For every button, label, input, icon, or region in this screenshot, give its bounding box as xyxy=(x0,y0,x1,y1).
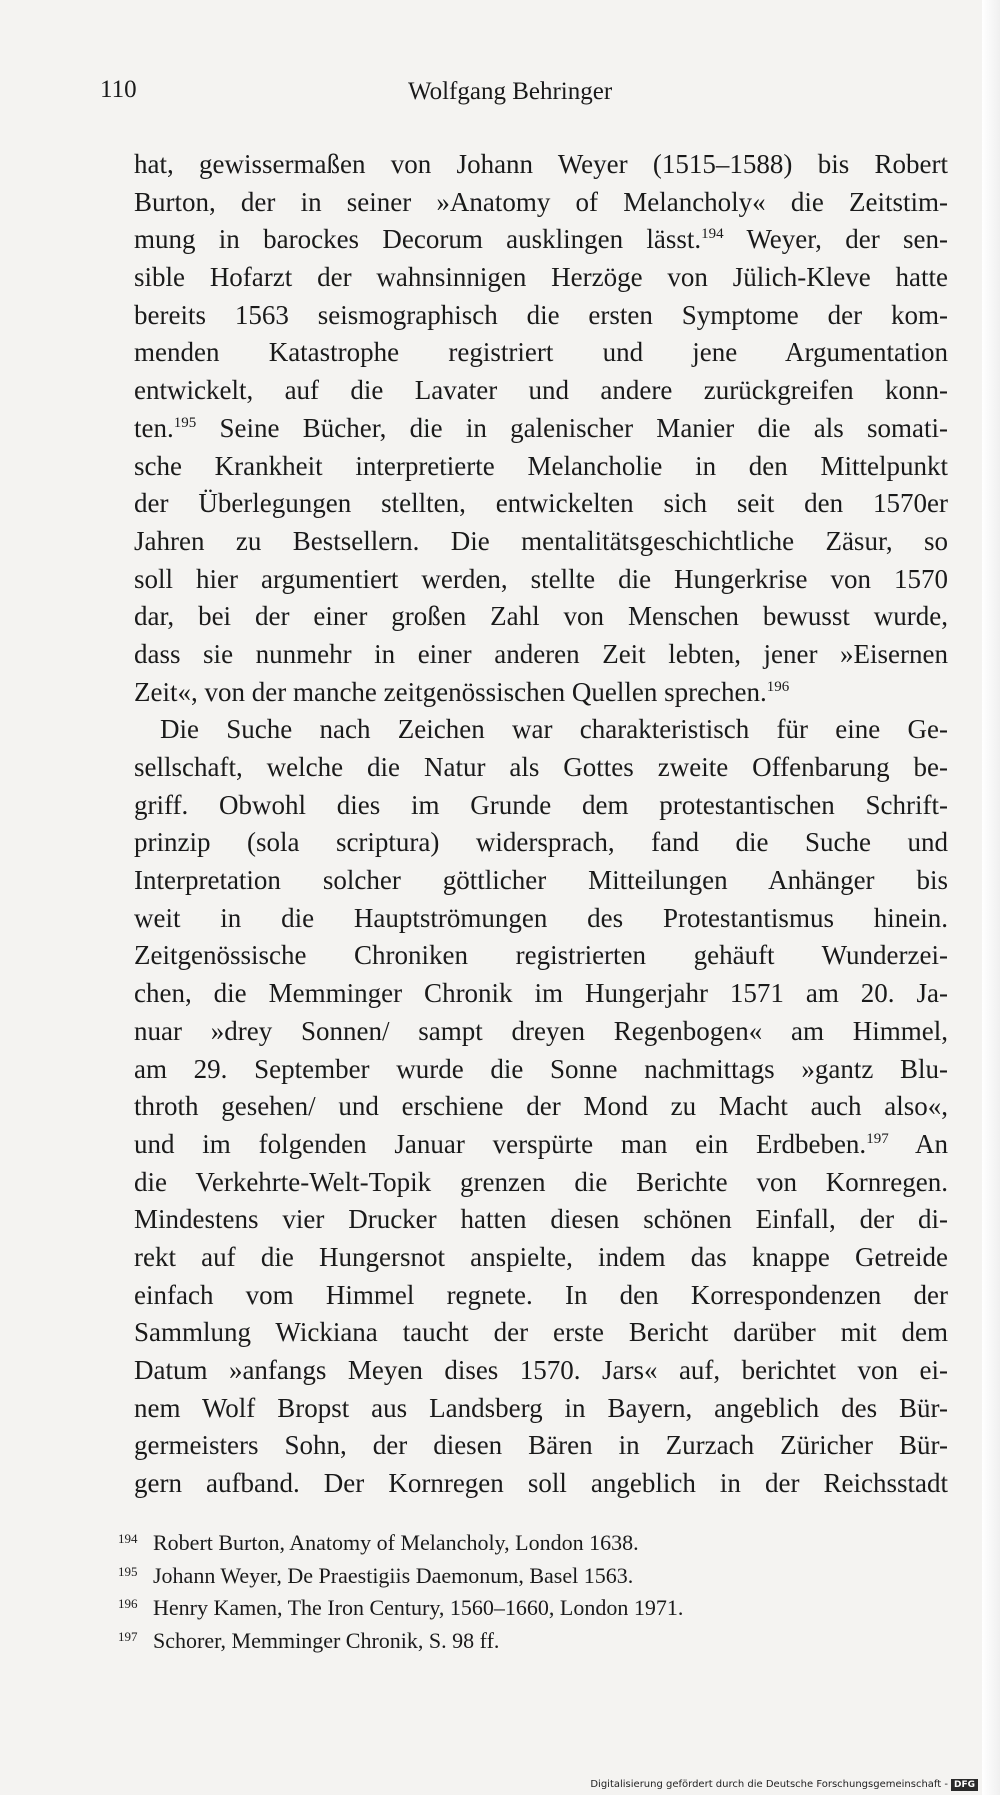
text-line: Interpretation solcher göttlicher Mitteilungen Anhänger bis xyxy=(134,865,948,896)
credit-text: Digitalisierung gefördert durch die Deutsche Forschungsgemeinschaft - xyxy=(590,1779,948,1790)
footnote-ref: 197 xyxy=(866,1130,889,1147)
text-line: griff. Obwohl dies im Grunde dem protestantischen Schrift- xyxy=(134,789,948,820)
text-line: einfach vom Himmel regnete. In den Korrespondenzen der xyxy=(134,1279,948,1310)
text-line: germeisters Sohn, der diesen Bären in Zurzach Züricher Bür- xyxy=(134,1430,948,1461)
text-line: Datum »anfangs Meyen dises 1570. Jars« auf, berichtet von ei- xyxy=(134,1355,948,1385)
footnote xyxy=(118,1588,858,1621)
text-line: nem Wolf Bropst aus Landsberg in Bayern, angeblich des Bür- xyxy=(134,1392,948,1423)
text-line: und im folgenden Januar verspürte man ein Erdbeben.$^{197}$ An xyxy=(134,1128,948,1159)
page-header xyxy=(100,76,922,112)
footnote-number: 195 xyxy=(118,1563,138,1579)
text-line: nuar »drey Sonnen/ sampt dreyen Regenbogen« am Himmel, xyxy=(134,1015,948,1046)
text-line: Die Suche nach Zeichen war charakteristisch für eine Ge- xyxy=(160,714,948,745)
text-line: Jahren zu Bestsellern. Die mentalitätsgeschichtliche Zäsur, so xyxy=(134,525,948,556)
text-line: hat, gewissermaßen von Johann Weyer (1515–1588) bis Robert xyxy=(134,149,948,179)
footnote-number: 194 xyxy=(118,1531,138,1546)
text-line: der Überlegungen stellten, entwickelten sich seit den 1570er xyxy=(134,488,948,519)
footnote-text: Henry Kamen, The Iron Century, 1560–1660, London 1971. xyxy=(153,1595,684,1620)
text-line: Zeitgenössische Chroniken registrierten gehäuft Wunderzei- xyxy=(134,940,948,971)
footnote-ref: 195 xyxy=(173,414,197,431)
dfg-logo: DFG xyxy=(951,1779,978,1791)
text-line: entwickelt, auf die Lavater und andere zurückgreifen konn- xyxy=(134,375,948,406)
footnote xyxy=(118,1556,858,1589)
body-text xyxy=(134,146,948,1503)
text-line: die Verkehrte-Welt-Topik grenzen die Berichte von Kornregen. xyxy=(134,1166,948,1197)
digitization-credit xyxy=(590,1779,978,1791)
text-line: rekt auf die Hungersnot anspielte, indem das knappe Getreide xyxy=(134,1241,948,1272)
text-line: prinzip (sola scriptura) widersprach, fand die Suche und xyxy=(134,827,948,858)
footnote-number: 196 xyxy=(118,1596,138,1611)
page-edge xyxy=(982,0,1000,1795)
text-line: chen, die Memminger Chronik im Hungerjahr 1571 am 20. Ja- xyxy=(134,978,948,1009)
text-line: dass sie nunmehr in einer anderen Zeit lebten, jener »Eisernen xyxy=(134,638,948,669)
text-line: dar, bei der einer großen Zahl von Menschen bewusst wurde, xyxy=(134,601,948,632)
text-line: throth gesehen/ und erschiene der Mond zu Macht auch also«, xyxy=(134,1091,948,1122)
footnote-text: Johann Weyer, De Praestigiis Daemonum, Basel 1563. xyxy=(153,1562,634,1588)
text-line: am 29. September wurde die Sonne nachmittags »gantz Blu- xyxy=(134,1053,948,1084)
text-line: sellschaft, welche die Natur als Gottes zweite Offenbarung be- xyxy=(134,752,948,782)
text-line: soll hier argumentiert werden, stellte die Hungerkrise von 1570 xyxy=(134,563,948,594)
text-line: menden Katastrophe registriert und jene Argumentation xyxy=(134,337,948,368)
footnote-number: 197 xyxy=(118,1628,138,1644)
page-number: 110 xyxy=(100,76,137,103)
footnote-ref: 196 xyxy=(766,678,790,695)
footnote-text: Schorer, Memminger Chronik, S. 98 ff. xyxy=(153,1627,500,1653)
footnote xyxy=(118,1523,858,1556)
text-line: ten.$^{195}$ Seine Bücher, die in galenischer Manier die als somati- xyxy=(134,412,948,443)
text-line: Zeit«, von der manche zeitgenössischen Quellen sprechen.$^{196}$ xyxy=(134,676,790,707)
text-line: sche Krankheit interpretierte Melancholie in den Mittelpunkt xyxy=(134,450,948,481)
running-head: Wolfgang Behringer xyxy=(408,78,613,105)
text-line: bereits 1563 seismographisch die ersten Symptome der kom- xyxy=(134,299,948,330)
text-line: sible Hofarzt der wahnsinnigen Herzöge von Jülich-Kleve hatte xyxy=(134,262,948,293)
footnote-text: Robert Burton, Anatomy of Melancholy, London 1638. xyxy=(153,1530,639,1555)
text-line: mung in barockes Decorum ausklingen lässt.$^{194}$ Weyer, der sen- xyxy=(134,224,948,255)
footnotes xyxy=(118,1523,858,1653)
text-line: gern aufband. Der Kornregen soll angeblich in der Reichsstadt xyxy=(134,1468,948,1499)
text-line: Burton, der in seiner »Anatomy of Melancholy« die Zeitstim- xyxy=(134,186,948,217)
text-line: weit in die Hauptströmungen des Protestantismus hinein. xyxy=(134,902,948,933)
text-line: Mindestens vier Drucker hatten diesen schönen Einfall, der di- xyxy=(134,1204,948,1235)
footnote xyxy=(118,1621,858,1654)
footnote-ref: 194 xyxy=(701,226,724,243)
text-line: Sammlung Wickiana taucht der erste Bericht darüber mit dem xyxy=(134,1317,948,1348)
